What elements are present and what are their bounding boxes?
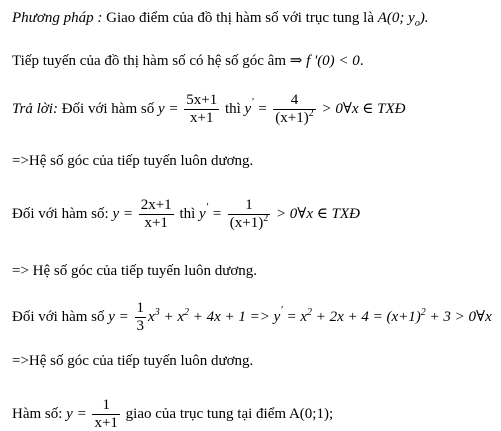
method-text: Giao điểm của đồ thị hàm số với trục tung là	[106, 10, 374, 26]
method-point: A(0; $y_o$).	[377, 10, 429, 29]
derivative-condition: f '(0) < 0	[306, 53, 360, 69]
function-fraction-1: $\frac{5x+1}{x+1}$	[186, 92, 218, 126]
condition-2: > 0∀x ∈ TXĐ	[275, 205, 360, 222]
method-line	[12, 9, 429, 33]
polynomial: $x^3 + x^2 + 4x + 1 => y' = x^2 + 2x + 4 = (x+1)^2 + 3$ > 0∀x	[148, 304, 492, 325]
answer-text-2: Đối với hàm số:	[12, 205, 109, 222]
answer-text-1: Đối với hàm số	[61, 100, 155, 117]
answer-label: Trả lời:	[12, 100, 58, 117]
answer-line-4	[12, 398, 333, 431]
answer-text-3: Đối với hàm số	[12, 308, 105, 325]
thi-1: thì	[224, 100, 241, 117]
function-fraction-4: $\frac{1}{x+1}$	[94, 397, 118, 431]
implies-arrow: ⇒	[289, 53, 303, 69]
one-third-fraction: $\frac{1}{3}$	[136, 300, 145, 334]
y-prime-2: y′ =	[199, 201, 222, 222]
y-equals-1: y =	[157, 100, 179, 117]
derivative-fraction-1: $\frac{4}{(x+1)^2}$	[275, 92, 314, 126]
conclusion-2: => Hệ số góc của tiếp tuyến luôn dương.	[12, 263, 258, 279]
tangent-condition-line: Tiếp tuyến của đồ thị hàm số có hệ số góc âm ⇒ f '(0) < 0.	[12, 53, 364, 69]
method-label: Phương pháp :	[12, 10, 103, 26]
conclusion-1: =>Hệ số góc của tiếp tuyến luôn dương.	[12, 153, 254, 169]
conclusion-3: =>Hệ số góc của tiếp tuyến luôn dương.	[12, 353, 254, 369]
tangent-condition-text: Tiếp tuyến của đồ thị hàm số có hệ số góc âm	[12, 53, 286, 69]
y-equals-3: y =	[108, 308, 129, 325]
y-equals-4: y =	[66, 405, 87, 422]
thi-2: thì	[179, 205, 196, 222]
condition-1: > 0∀x ∈ TXĐ	[321, 100, 406, 117]
derivative-fraction-2: $\frac{1}{(x+1)^2}$	[229, 197, 269, 231]
function-fraction-2: $\frac{2x+1}{x+1}$	[140, 197, 172, 231]
answer-line-1	[12, 93, 405, 126]
y-equals-2: y =	[112, 205, 133, 222]
intercept-text: giao của trục tung tại điểm A(0;1);	[125, 405, 334, 422]
answer-line-3	[12, 301, 492, 334]
y-prime-1: y′ =	[244, 96, 268, 117]
answer-line-2	[12, 198, 360, 231]
answer-text-4: Hàm số:	[12, 405, 63, 422]
